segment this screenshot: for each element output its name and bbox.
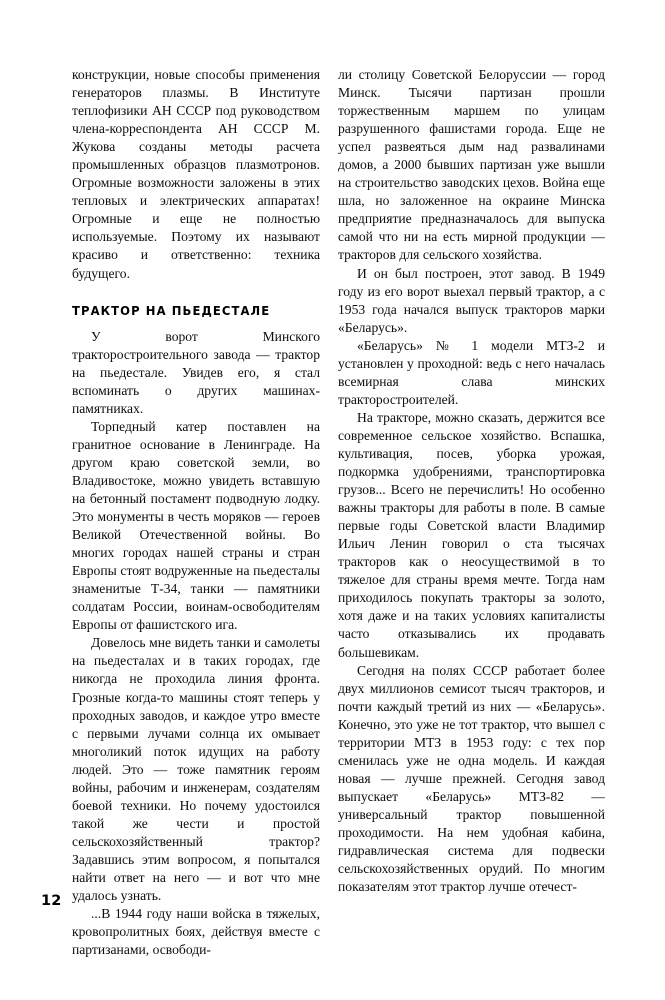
page-number: 12: [41, 893, 62, 909]
paragraph-plasma-continued: конструкции, новые способы применения генераторов плазмы. В Институте теплофизики АН СССР под руководством члена-корреспондента АН СССР М. Жукова созданы методы расчета промышленных образцов плазмотронов. Огромные возможности заложены в этих тепловых и электрических аппаратах! Огромные и еще не полностью используемые. Поэтому их называют красиво и ответственно: техника будущего.: [72, 67, 320, 281]
section-heading-tractor-on-pedestal: ТРАКТОР НА ПЬЕДЕСТАЛЕ: [72, 303, 271, 318]
paragraph-belarus-number-one: «Беларусь» № 1 модели МТЗ-2 и установлен у проходной: ведь с него началась всемирная слава минских тракторостроителей.: [338, 337, 605, 407]
paragraph-1944: ...В 1944 году наши войска в тяжелых, кровопролитных боях, действуя вместе с партизанами, освободи-: [72, 906, 320, 958]
paragraph-factory-built: И он был построен, этот завод. В 1949 году из его ворот выехал первый трактор, а с 1953 года начался выпуск тракторов марки «Беларусь».: [338, 265, 605, 335]
paragraph-today: Сегодня на полях СССР работает более двух миллионов семисот тысяч тракторов, и почти каждый третий из них — «Беларусь». Конечно, это уже не тот трактор, что вышел с территории МТЗ в 1953 году: с тех пор сменилась уже не одна модель. И каждая новая — лучше прежней. Сегодня завод выпускает «Беларусь» МТЗ-82 — универсальный трактор повышенной проходимости. На нем удобная кабина, гидравлическая система для подвески сельскохозяйственных орудий. По многим показателям этот трактор лучше отечест-: [338, 662, 605, 895]
left-column: [72, 66, 320, 959]
paragraph-tanks-planes: Довелось мне видеть танки и самолеты на пьедесталах и в таких городах, где никогда не проходила линия фронта. Грозные когда-то машины стоят теперь у проходных заводов, и каждое утро вместе с первыми лучами солнца их омывает многоликий поток идущих на работу людей. Это — тоже памятник героям войны, рабочим и инженерам, создателям боевой техники. Но почему удостоился такой же чести и простой сельскохозяйственный трактор? Задавшись этим вопросом, я попытался найти ответ на него — и вот что мне удалось узнать.: [72, 635, 320, 904]
two-column-text-body: [72, 66, 605, 958]
paragraph-monuments: Торпедный катер поставлен на гранитное основание в Ленинграде. На другом краю советской земли, во Владивостоке, можно увидеть вставшую на бетонный постамент подводную лодку. Это монументы в честь моряков — героев Великой Отечественной войны. Во многих городах нашей страны и стран Европы стоят водруженные на пьедесталы знаменитые Т-34, танки — памятники солдатам России, воинам-освободителям Европы от фашистского ига.: [72, 418, 320, 633]
right-column: [338, 66, 605, 896]
paragraph-agriculture: На тракторе, можно сказать, держится все современное сельское хозяйство. Вспашка, культивация, посев, уборка урожая, подкормка удобрениями, транспортировка грузов... Всего не перечислить! Но особенно важны тракторы для работы в поле. В самые первые годы Советской власти Владимир Ильич Ленин говорил о ста тысячах тракторов как о неосуществимой в то тяжелое для страны время мечте. Тогда нам приходилось покупать тракторы за золото, хотя даже и на таких условиях капиталисты часто отказывались их продавать большевикам.: [338, 409, 605, 660]
paragraph-minsk-continued: ли столицу Советской Белоруссии — город Минск. Тысячи партизан прошли торжественным маршем по улицам разрушенного фашистами города. Еще не успел развеяться дым над развалинами домов, а 2000 бывших партизан уже вышли на строительство заводских цехов. Война еще шла, но заложенное на окраине Минска предприятие предназначалось для выпуска самой что ни на есть мирной продукции — тракторов для сельского хозяйства.: [338, 67, 605, 263]
paragraph-gates: У ворот Минского тракторостроительного завода — трактор на пьедестале. Увидев его, я стал вспоминать о других машинах-памятниках.: [72, 328, 320, 416]
